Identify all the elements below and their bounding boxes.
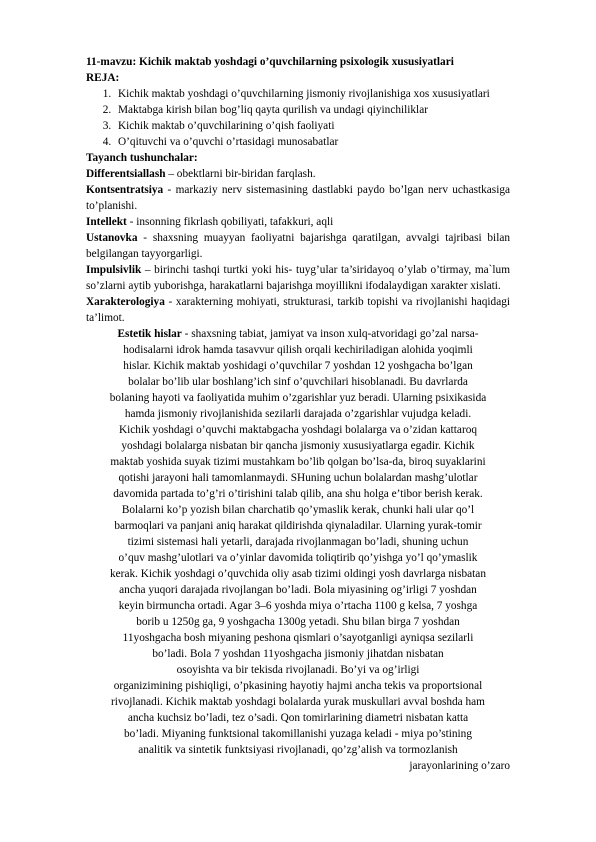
- body-line: Bolalarni ko’p yozish bilan charchatib qo’ymaslik kerak, chunki hali ular qo’l: [121, 504, 475, 516]
- body-line: Kichik yoshdagi o’quvchi maktabgacha yoshdagi bolalarga va o’zidan kattaroq: [118, 424, 478, 436]
- body-line: organizimining pishiqligi, o’pkasining hayotiy hajmi ancha tekis va proportsional: [113, 680, 483, 692]
- body-line: ancha kuchsiz bo’ladi, tez o’sadi. Qon tomirlarining diametri nisbatan katta: [127, 712, 469, 724]
- body-line: bolalar bo’lib ular boshlang’ich sinf o’quvchilari hisoblanadi. Bu davrlarda: [128, 376, 468, 388]
- term-text: - markaziy nerv sistemasining dastlabki paydo bo’lgan nerv uchastkasiga to’planishi.: [86, 184, 510, 212]
- body-line: Estetik hislar - shaxsning tabiat, jamiyat va inson xulq-atvoridagi go’zal narsa-: [117, 328, 479, 340]
- term-name: Xarakterologiya: [86, 296, 165, 308]
- body-line: analitik va sintetik funktsiyasi rivojlanadi, qo’zg’alish va tormozlanish: [138, 744, 458, 756]
- body-line: qotishi jarayoni hali tamomlanmaydi. SHuning uchun bolalardan mashg’ulotlar: [118, 472, 478, 484]
- term-text: – birinchi tashqi turtki yoki his- tuyg’ular ta’siridayoq o’ylab o’tirmay, ma`lum so’zlarni aytib yuborishga, harakatlarni bajarishga moyillikni ifodalaydigan xarakter xislati.: [86, 264, 510, 292]
- plan-list: [86, 86, 510, 150]
- body-line: hislar. Kichik maktab yoshidagi o’quvchilar 7 yoshdan 12 yoshgacha bo’lgan: [123, 360, 473, 372]
- body-line: kerak. Kichik yoshdagi o’quvchida oliy asab tizimi oldingi yosh davrlarga nisbatan: [110, 568, 486, 580]
- term-name: Intellekt: [86, 216, 127, 228]
- body-line: bolaning hayoti va faoliyatida muhim o’zgarishlar yuz beradi. Ularning psixikasida: [109, 392, 487, 404]
- body-line: ancha yuqori darajada rivojlangan bo’ladi. Bola miyasining og’irligi 7 yoshdan: [119, 584, 477, 596]
- term-definition: [86, 262, 510, 294]
- plan-item: 4. O’qituvchi va o’quvchi o’rtasidagi munosabatlar: [114, 134, 510, 150]
- plan-item: 2. Maktabga kirish bilan bog’liq qayta qurilish va undagi qiyinchiliklar: [114, 102, 510, 118]
- aesthetic-term: Estetik hislar: [117, 328, 182, 340]
- body-line: bo’ladi. Bola 7 yoshdan 11yoshgacha jismoniy jihatdan nisbatan: [152, 648, 444, 660]
- term-text: - insonning fikrlash qobiliyati, tafakkuri, aqli: [126, 216, 334, 228]
- document-page: [86, 54, 510, 774]
- body-line: hamda jismoniy rivojlanishida sezilarli darajada o’zgarishlar vujudga keladi.: [124, 408, 472, 420]
- term-text: - shaxsning muayyan faoliyatni bajarishga qaratilgan, avvalgi tajribasi bilan belgilangan tayyorgarligi.: [86, 232, 510, 260]
- term-text: – obektlarni bir-biridan farqlash.: [165, 168, 316, 180]
- plan-heading: REJA:: [86, 72, 120, 84]
- plan-item: 3. Kichik maktab o’quvchilarining o’qish faoliyati: [114, 118, 510, 134]
- body-line: maktab yoshida suyak tizimi mustahkam bo’lib qolgan bo’lsa-da, biroq suyaklarini: [110, 456, 486, 468]
- body-line: osoyishta va bir tekisda rivojlanadi. Bo’yi va og’irligi: [176, 664, 420, 676]
- term-text: - xarakterning mohiyati, strukturasi, tarkib topishi va rivojlanishi haqidagi ta’limot.: [86, 296, 510, 324]
- body-line: hodisalarni idrok hamda tasavvur qilish orqali kechiriladigan alohida yoqimli: [123, 344, 473, 356]
- body-line: rivojlanadi. Kichik maktab yoshdagi bolalarda yurak muskullari avval boshda ham: [111, 696, 485, 708]
- term-definition: [86, 182, 510, 214]
- term-definition: [86, 166, 510, 182]
- term-definition: [86, 214, 510, 230]
- body-line: davomida partada to’g’ri o’tirishini talab qilib, ana shu holga e’tibor berish kerak.: [113, 488, 483, 500]
- body-line: yoshdagi bolalarga nisbatan bir qancha jismoniy xususiyatlarga egadir. Kichik: [121, 440, 475, 452]
- term-name: Ustanovka: [86, 232, 138, 244]
- body-line: tizimi sistemasi hali yetarli, darajada rivojlanmagan bo’ladi, shuning uchun: [127, 536, 469, 548]
- body-line: 11yoshgacha bosh miyaning peshona qismlari o’sayotganligi ayniqsa sezilarli: [122, 632, 474, 644]
- body-line: jarayonlarining o’zaro: [409, 760, 510, 772]
- plan-item: 1. Kichik maktab yoshdagi o’quvchilarning jismoniy rivojlanishiga xos xususiyatlari: [114, 86, 510, 102]
- body-line: borib u 1250g ga, 9 yoshgacha 1300g yetadi. Shu bilan birga 7 yoshdan: [136, 616, 460, 628]
- term-name: Differentsiallash: [86, 168, 166, 180]
- term-definition: [86, 294, 510, 326]
- term-name: Kontsentratsiya: [86, 184, 164, 196]
- term-name: Impulsivlik: [86, 264, 142, 276]
- key-terms-heading: Tayanch tushunchalar:: [86, 152, 198, 164]
- body-paragraph: [86, 326, 510, 774]
- term-definition: [86, 230, 510, 262]
- body-line: keyin birmuncha ortadi. Agar 3–6 yoshda miya o’rtacha 1100 g kelsa, 7 yoshga: [118, 600, 478, 612]
- body-line: bo’ladi. Miyaning funktsional takomillanishi yuzaga keladi - miya po’stining: [124, 728, 472, 740]
- page-title: 11-mavzu: Kichik maktab yoshdagi o’quvchilarning psixologik xususiyatlari: [86, 56, 454, 68]
- body-line: barmoqlari va panjani aniq harakat qildirishda qiynaladilar. Ularning yurak-tomir: [114, 520, 482, 532]
- body-line: o’quv mashg’ulotlari va o’yinlar davomida toliqtirib qo’yishga yo’l qo’ymaslik: [118, 552, 478, 564]
